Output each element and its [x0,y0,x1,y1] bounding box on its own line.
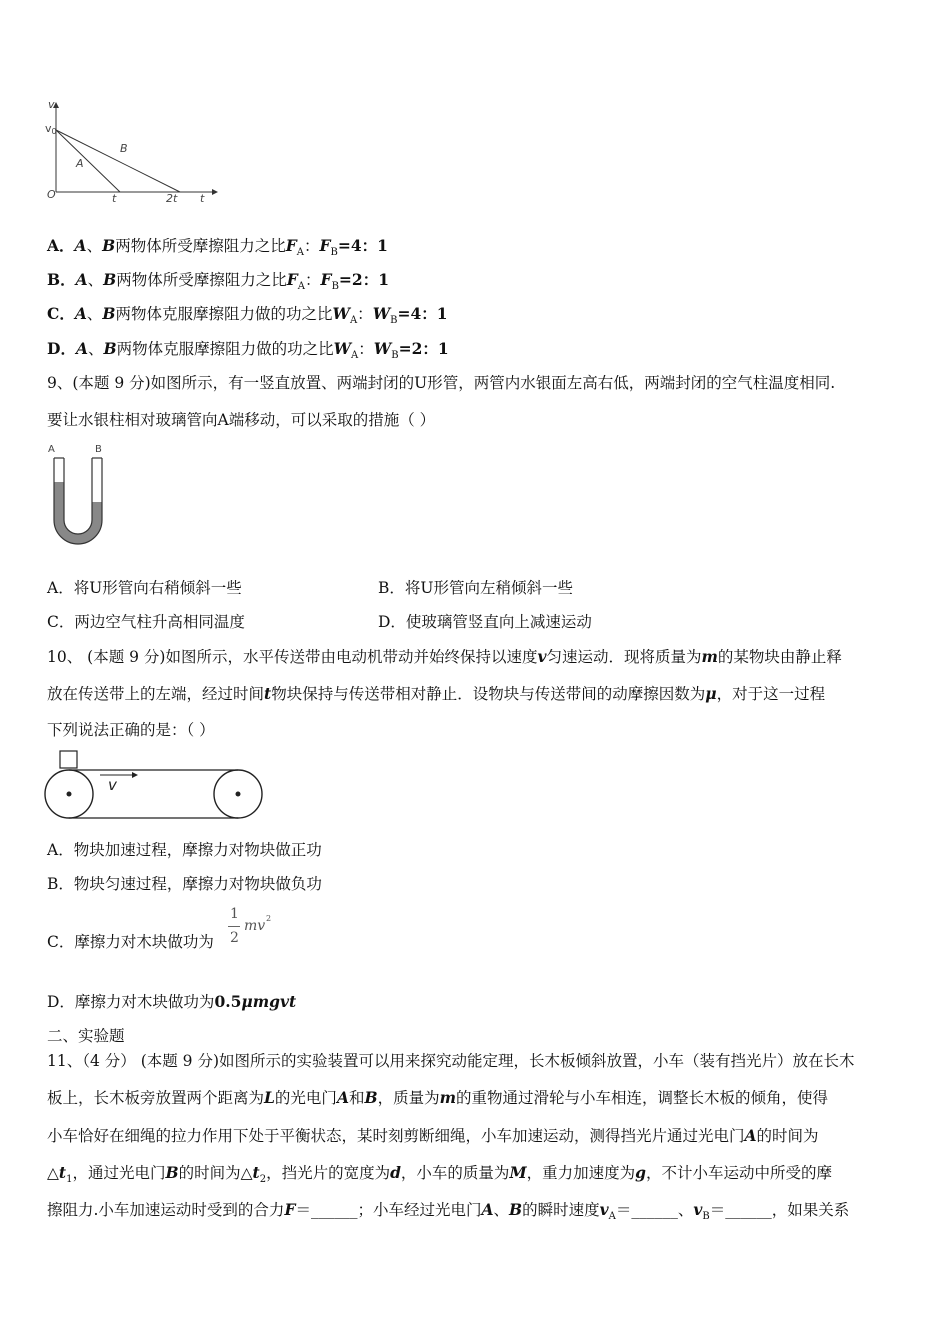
q10-option-b: B．物块匀速过程，摩擦力对物块做负功 [47,875,322,893]
q10-option-d: D．摩擦力对木块做功为0.5μmgvt [47,992,297,1011]
mercury-column [54,482,102,544]
q11-line5: 擦阻力.小车加速运动时受到的合力F＝______；小车经过光电门A、B的瞬时速度$v_A=\_\_\_\_\_\_$、$v_B=\_\_\_\_\_\_$，如果关系 [47,1200,850,1223]
q9-option-c: C．两边空气柱升高相同温度 [47,613,245,631]
tick-2t: 2t [166,192,178,204]
line-A [56,130,120,192]
q10-option-c: C．摩擦力对木块做功为 [47,933,214,951]
conveyor-belt-figure [42,748,266,822]
fraction-mv: mv [244,918,266,934]
fraction-half-mv2 [226,906,286,956]
q9-stem-line2: 要让水银柱相对玻璃管向A端移动，可以采取的措施（ ） [47,411,436,429]
t-axis-arrow-icon [212,189,218,195]
q9-option-a: A．将U形管向右稍倾斜一些 [47,579,242,597]
q11-line3: 小车恰好在细绳的拉力作用下处于平衡状态，某时刻剪断细绳，小车加速运动，测得挡光片通过光电门A的时间为 [47,1126,819,1145]
tube-label-B: B [95,444,102,455]
left-axle [67,792,72,797]
axis-t-label: t [200,192,205,204]
section-heading: 二、实验题 [47,1027,125,1045]
velocity-arrow-head-icon [132,772,138,778]
q10-stem-line1: 10、 (本题 9 分)如图所示，水平传送带由电动机带动并始终保持以速度v匀速运动．现将质量为m的某物块由静止释 [47,647,842,666]
q8-option-b: B．A、B两物体所受摩擦阻力之比$F_A$：$F_B=2$：1 [47,270,389,293]
q11-line4: $\triangle t_1$，通过光电门B的时间为$\triangle t_2$，挡光片的宽度为d，小车的质量为M，重力加速度为g，不计小车运动中所受的摩 [47,1163,832,1186]
tube-inner [64,458,92,534]
v-axis-label: v [48,98,55,111]
label-B: B [120,142,128,155]
fraction-exponent: 2 [266,914,272,923]
q11-line1: 11、（4 分） (本题 9 分)如图所示的实验装置可以用来探究动能定理，长木板倾斜放置，小车（装有挡光片）放在长木 [47,1052,855,1070]
origin-label: O [47,188,56,201]
q10-stem-line3: 下列说法正确的是：（ ） [47,721,215,739]
label-A: A [76,157,84,170]
q8-option-a: A．A、B两物体所受摩擦阻力之比$F_A$：$F_B=4$：1 [47,236,388,259]
q10-stem-line2: 放在传送带上的左端，经过时间t物块保持与传送带相对静止．设物块与传送带间的动摩擦因数为μ，对于这一过程 [47,684,826,703]
q8-option-c: C．A、B两物体克服摩擦阻力做的功之比$W_A$：$W_B=4$：1 [47,304,448,327]
q8-option-d: D．A、B两物体克服摩擦阻力做的功之比$W_A$：$W_B=2$：1 [47,339,449,362]
block [60,751,77,768]
q11-line2: 板上，长木板旁放置两个距离为L的光电门A和B，质量为m的重物通过滑轮与小车相连，调整长木板的倾角，使得 [47,1088,829,1107]
fraction-bar [228,926,240,927]
q9-option-b: B．将U形管向左稍倾斜一些 [378,579,573,597]
line-B [56,130,180,192]
tube-label-A: A [48,444,55,455]
fraction-denominator: 2 [230,930,239,946]
q10-option-a: A．物块加速过程，摩擦力对物块做正功 [47,841,322,859]
right-axle [236,792,241,797]
tick-t: t [112,192,117,204]
belt-v-label: v [108,776,117,794]
u-tube-figure [44,440,114,552]
vt-graph [40,92,220,204]
q9-option-d: D．使玻璃管竖直向上减速运动 [378,613,592,631]
fraction-numerator: 1 [230,906,239,922]
v0-label: v0 [45,122,57,136]
q9-stem-line1: 9、(本题 9 分)如图所示，有一竖直放置、两端封闭的U形管，两管内水银面左高右低，两端封闭的空气柱温度相同. [47,374,836,392]
